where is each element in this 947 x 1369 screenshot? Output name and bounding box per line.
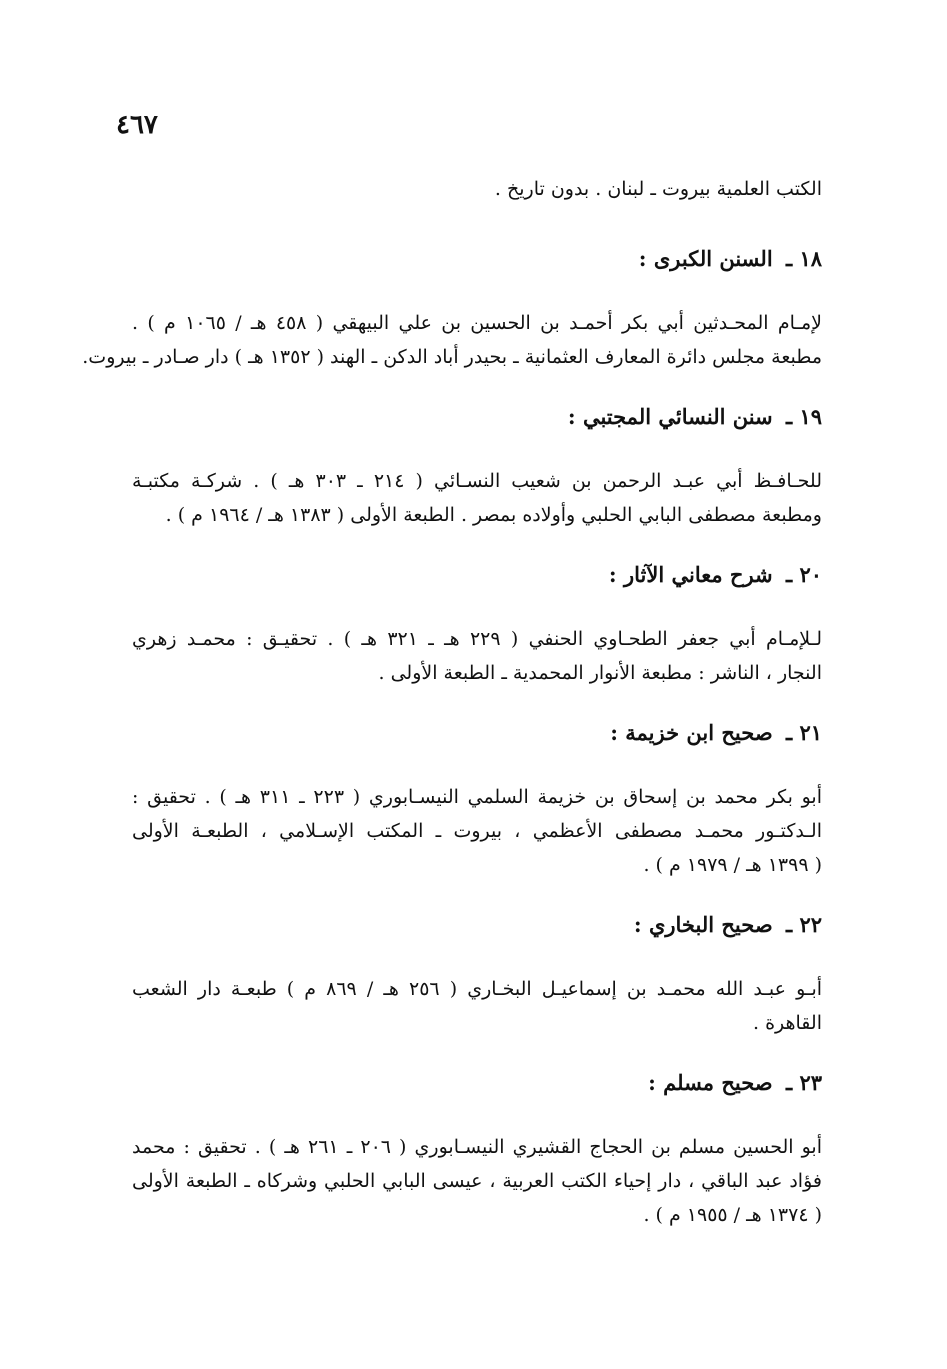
- entry-body: [82, 306, 822, 374]
- entry-body: [132, 1130, 822, 1232]
- entry-number: ٢٢ ـ: [785, 912, 822, 937]
- bibliography-content: [82, 172, 823, 1258]
- entry-heading: [132, 242, 822, 276]
- entry-number: ١٨ ـ: [785, 246, 822, 271]
- continuation-line: [132, 172, 822, 206]
- entry-line: أبـو عبـد الله محمـد بن إسماعيـل البخـاري ( ٢٥٦ هـ / ٨٦٩ م ) طبعـة دار الشعب: [132, 978, 823, 1000]
- entry-heading: [132, 558, 822, 592]
- entry-body: [132, 972, 822, 1040]
- entry-line: الـدكتـور محمـد مصطفى الأعظمي ، بيروت ـ المكتب الإسـلامي ، الطبعـة الأولى: [132, 820, 822, 842]
- bibliography-entry: [132, 908, 822, 1040]
- entry-line: لـلإمـام أبي جعفر الطحـاوي الحنفي ( ٢٢٩ هـ ـ ٣٢١ هـ ) . تحقيـق : محمـد زهري: [132, 628, 822, 650]
- entry-line: القاهرة .: [752, 1012, 822, 1034]
- entry-title: صحيح ابن خزيمة :: [610, 720, 773, 745]
- entry-line: لإمـام المحـدثين أبي بكر أحمـد بن الحسين بن علي البيهقي ( ٤٥٨ هـ / ١٠٦٥ م ) .: [132, 312, 822, 334]
- bibliography-entry: [132, 1066, 822, 1232]
- entry-heading: [132, 400, 822, 434]
- entry-number: ٢٣ ـ: [785, 1070, 822, 1095]
- entry-body: [132, 464, 822, 532]
- bibliography-entry: [132, 400, 822, 532]
- entry-line: ( ١٣٧٤ هـ / ١٩٥٥ م ) .: [643, 1204, 822, 1226]
- page-number: ٤٦٧: [116, 110, 158, 140]
- entry-line: ومطبعة مصطفى البابي الحلبي وأولاده بمصر . الطبعة الأولى ( ١٣٨٣ هـ / ١٩٦٤ م ) .: [165, 504, 822, 526]
- entry-line: أبو الحسين مسلم بن الحجاج القشيري النيسـابوري ( ٢٠٦ ـ ٢٦١ هـ ) . تحقيق : محمد: [132, 1136, 822, 1158]
- entry-number: ١٩ ـ: [785, 404, 822, 429]
- entry-line: مطبعة مجلس دائرة المعارف العثمانية ـ بحيدر أباد الدكن ـ الهند ( ١٣٥٢ هـ ) دار صـادر ـ بيروت.: [82, 346, 822, 368]
- bibliography-entry: [82, 242, 822, 374]
- entry-heading: [132, 908, 822, 942]
- bibliography-entry: [132, 716, 822, 882]
- entry-title: شرح معاني الآثار :: [608, 562, 773, 587]
- entry-title: سنن النسائي المجتبي :: [567, 404, 773, 429]
- entry-body: [132, 780, 822, 882]
- entry-title: صحيح مسلم :: [648, 1070, 773, 1095]
- entry-number: ٢١ ـ: [785, 720, 822, 745]
- entry-body: [132, 622, 822, 690]
- entry-heading: [132, 716, 822, 750]
- entry-line: أبو بكر محمد بن إسحاق بن خزيمة السلمي النيسـابوري ( ٢٢٣ ـ ٣١١ هـ ) . تحقيق :: [132, 786, 822, 808]
- entry-heading: [132, 1066, 822, 1100]
- entry-line: ( ١٣٩٩ هـ / ١٩٧٩ م ) .: [643, 854, 822, 876]
- entry-line: فؤاد عبد الباقي ، دار إحياء الكتب العربية ، عيسى البابي الحلبي وشركاه ـ الطبعة الأولى: [132, 1170, 822, 1192]
- entry-title: السنن الكبرى :: [638, 246, 773, 271]
- entry-number: ٢٠ ـ: [785, 562, 822, 587]
- bibliography-entry: [132, 558, 822, 690]
- entry-line: النجار ، الناشر : مطبعة الأنوار المحمدية ـ الطبعة الأولى .: [378, 662, 822, 684]
- continuation-text: الكتب العلمية بيروت ـ لبنان . بدون تاريخ .: [494, 178, 822, 200]
- entry-line: للحـافـظ أبي عبـد الرحمن بن شعيب النسـائي ( ٢١٤ ـ ٣٠٣ هـ ) . شركـة مكتبـة: [132, 470, 823, 492]
- entry-title: صحيح البخاري :: [633, 912, 773, 937]
